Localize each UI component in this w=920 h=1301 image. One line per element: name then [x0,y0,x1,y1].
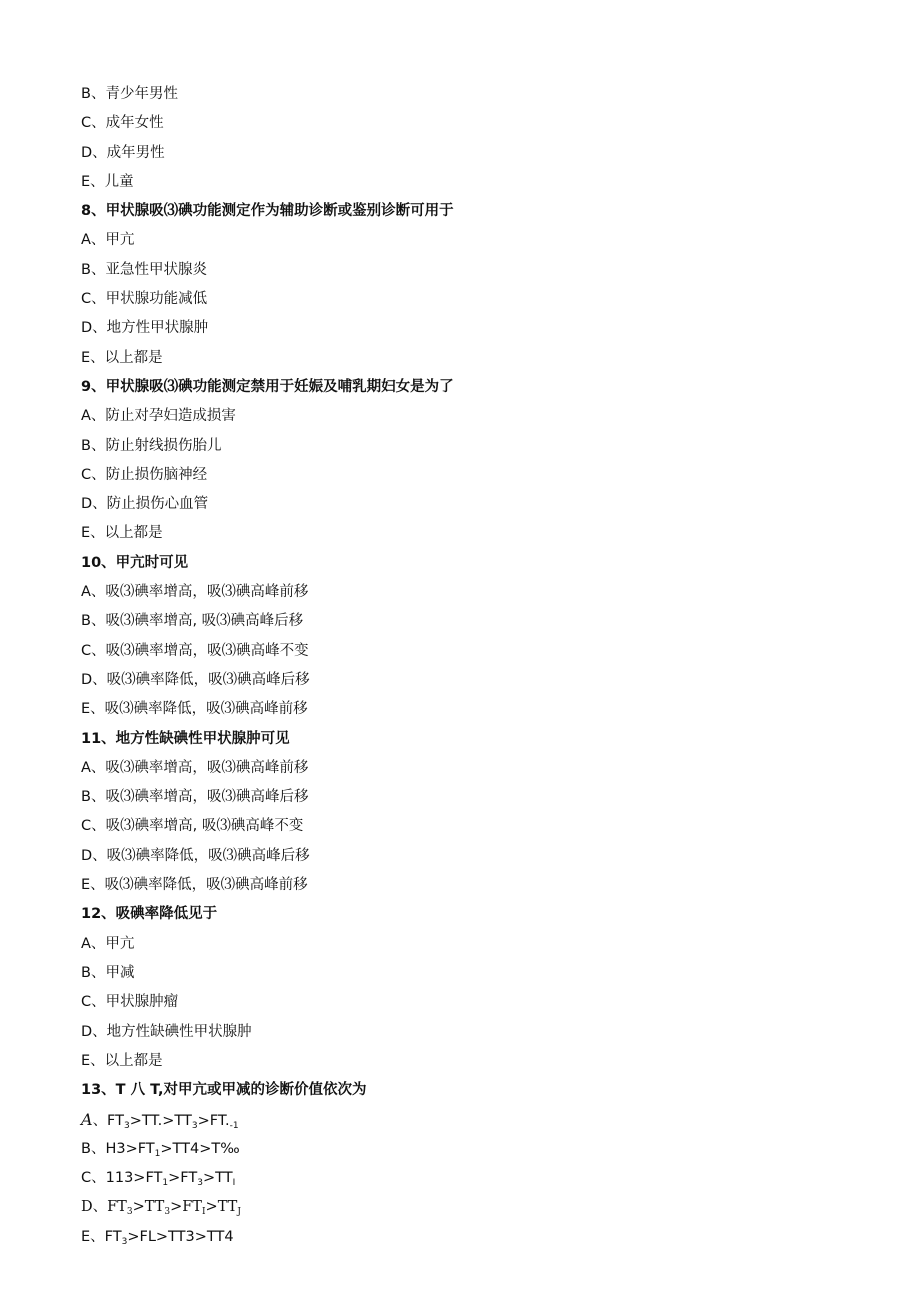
document-page [81,80,861,1252]
option-line-formula-e [81,1223,861,1252]
formula-text: >FT. [197,1113,230,1130]
formula-text: E、FT [81,1228,122,1245]
formula-text: 、FT [92,1113,125,1130]
formula-text: >TT.>TT [129,1113,192,1130]
formula-text: >FT [170,1199,202,1216]
option-line: A、甲亢 [81,232,135,249]
option-line: C、成年女性 [81,115,164,132]
option-line: B、防止射线损伤胎儿 [81,437,222,454]
subscript: 3 [121,1236,128,1247]
option-line: C、吸⑶碘率增高, 吸⑶碘高峰不变 [81,818,304,835]
subscript: 1 [154,1148,161,1159]
formula-text: D、FT [81,1199,127,1216]
formula-text: >TT [205,1199,238,1216]
option-line: B、亚急性甲状腺炎 [81,261,207,278]
option-line: E、吸⑶碘率降低，吸⑶碘高峰前移 [81,877,308,894]
option-line: D、成年男性 [81,144,165,161]
formula-text: >FL>TT3>TT4 [127,1228,234,1245]
option-line: D、地方性缺碘性甲状腺肿 [81,1023,252,1040]
option-line: E、吸⑶碘率降低，吸⑶碘高峰前移 [81,701,308,718]
option-line: D、吸⑶碘率降低，吸⑶碘高峰后移 [81,671,310,688]
option-line: D、吸⑶碘率降低，吸⑶碘高峰后移 [81,847,310,864]
subscript: 3 [164,1207,171,1218]
option-line-formula-b [81,1135,861,1164]
subscript: 3 [197,1177,203,1188]
option-line: D、防止损伤心血管 [81,496,209,513]
formula-text: B、H3>FT [81,1140,155,1157]
option-line: B、吸⑶碘率增高, 吸⑶碘高峰后移 [81,613,304,630]
option-letter: A [81,1110,93,1130]
option-line-formula-a [81,1105,861,1134]
option-line: C、甲状腺功能减低 [81,291,208,308]
formula-text: >TT [202,1169,233,1186]
option-line: E、以上都是 [81,525,163,542]
question-8: 8、甲状腺吸⑶碘功能测定作为辅助诊断或鉴别诊断可用于 [81,203,454,220]
option-line: A、吸⑶碘率增高，吸⑶碘高峰前移 [81,759,309,776]
option-line: C、防止损伤脑神经 [81,466,208,483]
option-line: C、甲状腺肿瘤 [81,994,179,1011]
option-line: B、吸⑶碘率增高，吸⑶碘高峰后移 [81,789,309,806]
question-10: 10、甲亢时可见 [81,554,189,571]
option-line: D、地方性甲状腺肿 [81,320,209,337]
subscript: 1 [162,1177,169,1188]
question-11: 11、地方性缺碘性甲状腺肿可见 [81,730,290,747]
subscript: I [201,1207,206,1218]
question-12: 12、吸碘率降低见于 [81,906,218,923]
option-line: B、甲减 [81,964,135,981]
subscript: 3 [191,1121,198,1132]
option-line: C、吸⑶碘率增高，吸⑶碘高峰不变 [81,642,309,659]
question-9: 9、甲状腺吸⑶碘功能测定禁用于妊娠及哺乳期妇女是为了 [81,378,454,395]
option-line: E、以上都是 [81,349,163,366]
question-13: 13、T 八 T,对甲亢或甲减的诊断价值依次为 [81,1082,367,1099]
subscript: 3 [124,1121,130,1132]
formula-text: >TT [132,1199,165,1216]
option-line-formula-c [81,1164,861,1193]
subscript: 3 [126,1207,133,1218]
formula-text: C、113>FT [81,1169,163,1186]
option-line: A、吸⑶碘率增高，吸⑶碘高峰前移 [81,584,309,601]
option-line: E、以上都是 [81,1052,163,1069]
option-line-formula-d [81,1193,861,1222]
formula-text: >TT4>T‰ [160,1140,240,1157]
option-line: B、青少年男性 [81,86,178,102]
subscript: J [237,1207,241,1218]
option-line: E、儿童 [81,173,134,190]
formula-text: >FT [168,1169,198,1186]
subscript: -1 [229,1121,239,1132]
option-line: A、防止对孕妇造成损害 [81,408,236,425]
option-line: A、甲亢 [81,935,135,952]
subscript: I [232,1177,236,1188]
